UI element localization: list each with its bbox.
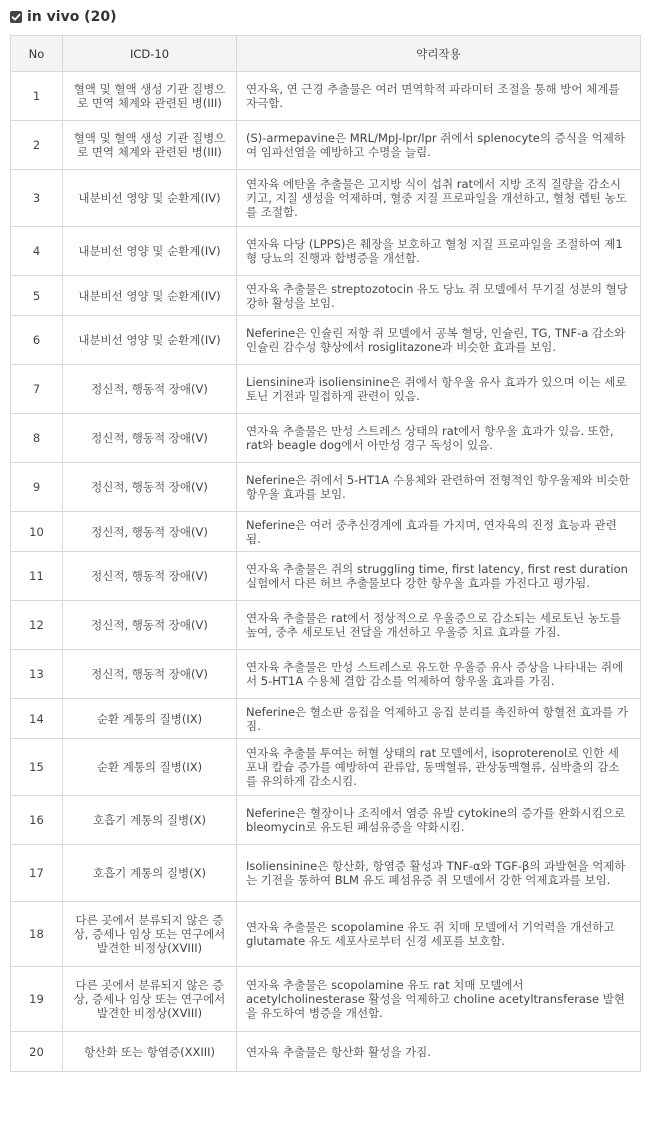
- cell-no: 7: [11, 365, 63, 414]
- cell-pharmacology: 연자육 추출물은 scopolamine 유도 쥐 치매 모델에서 기억력을 개선하고 glutamate 유도 세포사로부터 신경 세포를 보호함.: [237, 902, 641, 967]
- cell-pharmacology: Isoliensinine은 항산화, 항염증 활성과 TNF-α와 TGF-β의 과발현을 억제하는 기전을 통하여 BLM 유도 폐섬유증 쥐 모델에서 강한 억제효과를 보임.: [237, 845, 641, 902]
- cell-pharmacology: Neferine은 여러 중추신경계에 효과를 가지며, 연자육의 진정 효능과 관련됨.: [237, 512, 641, 552]
- cell-pharmacology: (S)-armepavine은 MRL/MpJ-lpr/lpr 쥐에서 splenocyte의 증식을 억제하여 임파선염을 예방하고 수명을 늘림.: [237, 121, 641, 170]
- column-header-no: No: [11, 36, 63, 72]
- cell-no: 2: [11, 121, 63, 170]
- cell-pharmacology: 연자육 추출물은 만성 스트레스 상태의 rat에서 항우울 효과가 있음. 또한, rat와 beagle dog에서 아만성 경구 독성이 있음.: [237, 414, 641, 463]
- cell-icd10: 다른 곳에서 분류되지 않은 증상, 증세나 임상 또는 연구에서 발견한 비정상(XVIII): [63, 967, 237, 1032]
- column-header-icd10: ICD-10: [63, 36, 237, 72]
- cell-no: 15: [11, 739, 63, 796]
- cell-icd10: 정신적, 행동적 장애(V): [63, 601, 237, 650]
- cell-pharmacology: 연자육 추출물은 scopolamine 유도 rat 치매 모델에서 acetylcholinesterase 활성을 억제하고 choline acetyltransferase 발현을 유도하여 병증을 개선함.: [237, 967, 641, 1032]
- cell-pharmacology: 연자육 추출물은 항산화 활성을 가짐.: [237, 1032, 641, 1072]
- cell-no: 12: [11, 601, 63, 650]
- cell-no: 9: [11, 463, 63, 512]
- cell-no: 16: [11, 796, 63, 845]
- cell-icd10: 내분비선 영양 및 순환계(IV): [63, 276, 237, 316]
- data-table-container: [10, 35, 640, 1072]
- table-row: [11, 365, 641, 414]
- table-row: [11, 512, 641, 552]
- cell-pharmacology: 연자육 추출물은 rat에서 정상적으로 우울증으로 감소되는 세로토닌 농도를 높여, 중추 세로토닌 전달을 개선하고 우울증 치료 효과를 가짐.: [237, 601, 641, 650]
- table-row: [11, 845, 641, 902]
- table-row: [11, 1032, 641, 1072]
- table-row: [11, 414, 641, 463]
- section-title: in vivo (20): [27, 9, 117, 25]
- column-header-pharmacology: 약리작용: [237, 36, 641, 72]
- cell-pharmacology: 연자육 추출물 투여는 허혈 상태의 rat 모델에서, isoproterenol로 인한 세포내 칼슘 증가를 예방하여 관류압, 동맥혈류, 관상동맥혈류, 심박출의 감소를 유의하게 감소시킴.: [237, 739, 641, 796]
- cell-icd10: 순환 계통의 질병(IX): [63, 699, 237, 739]
- cell-no: 13: [11, 650, 63, 699]
- cell-no: 11: [11, 552, 63, 601]
- table-header-row: [11, 36, 641, 72]
- table-row: [11, 601, 641, 650]
- cell-icd10: 정신적, 행동적 장애(V): [63, 414, 237, 463]
- cell-pharmacology: Neferine은 인슐린 저항 쥐 모델에서 공복 혈당, 인슐린, TG, TNF-a 감소와 인슐린 감수성 향상에서 rosiglitazone과 비슷한 효과를 보임.: [237, 316, 641, 365]
- cell-pharmacology: 연자육 에탄올 추출물은 고지방 식이 섭취 rat에서 지방 조직 질량을 감소시키고, 지질 생성을 억제하며, 혈중 지질 프로파일을 개선하고, 혈청 렙틴 농도를 조절함.: [237, 170, 641, 227]
- cell-icd10: 호흡기 계통의 질병(X): [63, 845, 237, 902]
- cell-icd10: 정신적, 행동적 장애(V): [63, 552, 237, 601]
- table-row: [11, 276, 641, 316]
- cell-pharmacology: Liensinine과 isoliensinine은 쥐에서 항우울 유사 효과가 있으며 이는 세로토닌 기전과 밀접하게 관련이 있음.: [237, 365, 641, 414]
- cell-pharmacology: 연자육 추출물은 만성 스트레스로 유도한 우울증 유사 증상을 나타내는 쥐에서 5-HT1A 수용체 결합 감소를 억제하여 항우울 효과를 가짐.: [237, 650, 641, 699]
- cell-no: 20: [11, 1032, 63, 1072]
- cell-icd10: 내분비선 영양 및 순환계(IV): [63, 170, 237, 227]
- cell-no: 14: [11, 699, 63, 739]
- cell-icd10: 내분비선 영양 및 순환계(IV): [63, 227, 237, 276]
- table-row: [11, 72, 641, 121]
- table-row: [11, 170, 641, 227]
- checkbox-checked-icon[interactable]: [10, 11, 22, 23]
- cell-no: 17: [11, 845, 63, 902]
- cell-no: 19: [11, 967, 63, 1032]
- cell-pharmacology: Neferine은 혈소판 응집을 억제하고 응집 분리를 촉진하여 항혈전 효과를 가짐.: [237, 699, 641, 739]
- cell-no: 10: [11, 512, 63, 552]
- table-body: [11, 72, 641, 1072]
- table-row: [11, 227, 641, 276]
- cell-icd10: 내분비선 영양 및 순환계(IV): [63, 316, 237, 365]
- table-row: [11, 739, 641, 796]
- check-icon: [11, 12, 21, 22]
- cell-pharmacology: Neferine은 혈장이나 조직에서 염증 유발 cytokine의 증가를 완화시킴으로 bleomycin로 유도된 폐섬유증을 약화시킴.: [237, 796, 641, 845]
- table-row: [11, 463, 641, 512]
- cell-icd10: 정신적, 행동적 장애(V): [63, 512, 237, 552]
- data-table: [10, 35, 641, 1072]
- cell-no: 6: [11, 316, 63, 365]
- table-row: [11, 650, 641, 699]
- cell-no: 4: [11, 227, 63, 276]
- cell-pharmacology: 연자육, 연 근경 추출물은 여러 면역학적 파라미터 조절을 통해 방어 체계를 자극함.: [237, 72, 641, 121]
- cell-icd10: 혈액 및 혈액 생성 기관 질병으로 면역 체계와 관련된 병(III): [63, 121, 237, 170]
- table-row: [11, 316, 641, 365]
- table-row: [11, 699, 641, 739]
- section-header: [0, 0, 650, 34]
- cell-no: 1: [11, 72, 63, 121]
- cell-no: 3: [11, 170, 63, 227]
- cell-icd10: 항산화 또는 항염증(XXIII): [63, 1032, 237, 1072]
- cell-icd10: 정신적, 행동적 장애(V): [63, 463, 237, 512]
- cell-icd10: 다른 곳에서 분류되지 않은 증상, 증세나 임상 또는 연구에서 발견한 비정상(XVIII): [63, 902, 237, 967]
- table-row: [11, 121, 641, 170]
- cell-icd10: 호흡기 계통의 질병(X): [63, 796, 237, 845]
- cell-pharmacology: Neferine은 쥐에서 5-HT1A 수용체와 관련하여 전형적인 항우울제와 비슷한 항우울 효과를 보임.: [237, 463, 641, 512]
- cell-icd10: 혈액 및 혈액 생성 기관 질병으로 면역 체계와 관련된 병(III): [63, 72, 237, 121]
- cell-pharmacology: 연자육 추출물은 쥐의 struggling time, first latency, first rest duration 실험에서 다른 허브 추출물보다 강한 항우울 효과를 가진다고 평가됨.: [237, 552, 641, 601]
- cell-no: 8: [11, 414, 63, 463]
- cell-icd10: 순환 계통의 질병(IX): [63, 739, 237, 796]
- cell-icd10: 정신적, 행동적 장애(V): [63, 650, 237, 699]
- cell-no: 5: [11, 276, 63, 316]
- cell-pharmacology: 연자육 다당 (LPPS)은 췌장을 보호하고 혈청 지질 프로파일을 조절하여 제1형 당뇨의 진행과 합병증을 개선함.: [237, 227, 641, 276]
- table-row: [11, 967, 641, 1032]
- cell-pharmacology: 연자육 추출물은 streptozotocin 유도 당뇨 쥐 모델에서 무기질 성분의 혈당강하 활성을 보임.: [237, 276, 641, 316]
- table-row: [11, 902, 641, 967]
- table-row: [11, 552, 641, 601]
- cell-no: 18: [11, 902, 63, 967]
- cell-icd10: 정신적, 행동적 장애(V): [63, 365, 237, 414]
- table-row: [11, 796, 641, 845]
